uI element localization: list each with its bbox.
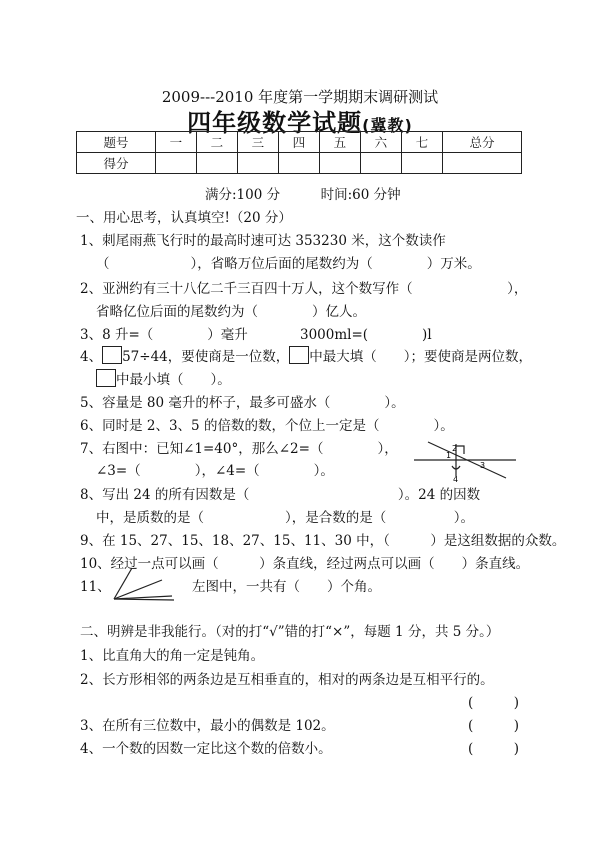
q6-line: 6、同时是 2、3、5 的倍数的数，个位上一定是（ ）。 — [80, 418, 454, 434]
score-cell: 一 — [155, 132, 196, 153]
q1-line2: （ ），省略万位后面的尾数约为（ ）万米。 — [96, 256, 481, 272]
q8-line1: 8、写出 24 的所有因数是（ ）。24 的因数 — [80, 487, 481, 503]
q10-line: 10、经过一点可以画（ ）条直线，经过两点可以画（ ）条直线。 — [80, 556, 530, 572]
fig7-label-4: 4 — [453, 475, 459, 484]
exam-info: 满分:100 分 时间:60 分钟 — [205, 187, 401, 203]
q2-line1: 2、亚洲约有三十八亿二千三百四十万人，这个数写作（ ）， — [80, 281, 528, 297]
q4-line1 — [80, 345, 532, 365]
exam-subtitle: 2009---2010 年度第一学期期末调研测试 — [161, 88, 439, 106]
tf-item-2: 2、长方形相邻的两条边是互相垂直的，相对的两条边是互相平行的。 — [80, 672, 494, 688]
score-blank — [442, 153, 521, 174]
fig7-label-1: 1 — [446, 451, 452, 460]
score-cell: 三 — [237, 132, 278, 153]
q7-angle-figure — [408, 436, 520, 484]
fig7-label-2: 2 — [452, 444, 458, 453]
score-cell: 七 — [401, 132, 442, 153]
score-table-header-row — [77, 132, 522, 153]
fig11-ray-2 — [114, 580, 162, 599]
exam-title-tag: (冀教) — [362, 116, 413, 135]
score-cell: 题号 — [77, 132, 156, 153]
fig7-label-3: 3 — [480, 461, 486, 470]
q8-line2: 中，是质数的是（ ），是合数的是（ ）。 — [96, 510, 474, 526]
q4-line2 — [96, 368, 231, 388]
score-cell: 总分 — [442, 132, 521, 153]
tf-answer-2[interactable]: ( ) — [468, 695, 520, 711]
q4-text-a: 57÷44，要使商是一位数， — [122, 349, 290, 365]
q4-blank-box[interactable] — [289, 346, 309, 364]
score-cell: 五 — [319, 132, 360, 153]
q4-text-b: 中最大填（ ）；要使商是两位数， — [309, 349, 533, 365]
q11-text: 左图中，一共有（ ）个角。 — [192, 579, 381, 595]
score-blank — [278, 153, 319, 174]
score-blank — [360, 153, 401, 174]
score-table — [76, 131, 522, 174]
fig11-ray-4 — [114, 599, 174, 600]
q4-blank-box[interactable] — [96, 369, 116, 387]
q7-line2: ∠3=（ ），∠4=（ ）。 — [96, 463, 334, 479]
q5-line: 5、容量是 80 毫升的杯子，最多可盛水（ ）。 — [80, 395, 405, 411]
q3-line-a: 3、8 升=（ ）毫升 — [80, 327, 248, 343]
exam-title-text: 四年级数学试题 — [187, 109, 363, 137]
tf-answer-3[interactable]: ( ) — [468, 718, 520, 734]
q2-line2: 省略亿位后面的尾数约为（ ）亿人。 — [96, 304, 366, 320]
score-cell: 六 — [360, 132, 401, 153]
score-blank — [319, 153, 360, 174]
fig11-ray-1 — [114, 568, 132, 599]
score-blank — [196, 153, 237, 174]
tf-item-3: 3、在所有三位数中，最小的偶数是 102。 — [80, 718, 335, 734]
score-table-score-row — [77, 153, 522, 174]
q7-line1: 7、右图中：已知∠1=40°，那么∠2=（ ）， — [80, 441, 398, 457]
q4-blank-box[interactable] — [102, 346, 122, 364]
section1-heading: 一、用心思考，认真填空!（20 分） — [76, 210, 292, 226]
q1-line1: 1、刺尾雨燕飞行时的最高时速可达 353230 米，这个数读作 — [80, 233, 446, 249]
q4-text-c: 中最小填（ ）。 — [116, 372, 231, 388]
tf-answer-4[interactable]: ( ) — [468, 741, 520, 757]
q4-prefix: 4、 — [80, 349, 103, 365]
score-blank — [155, 153, 196, 174]
score-blank — [401, 153, 442, 174]
score-blank — [237, 153, 278, 174]
q11-prefix: 11、 — [80, 579, 111, 595]
fig7-right-angle-mark — [456, 446, 464, 454]
section2-heading: 二、明辨是非我能行。（对的打“√”错的打“×”，每题 1 分，共 5 分。） — [80, 624, 500, 640]
score-cell: 得分 — [77, 153, 156, 174]
score-cell: 二 — [196, 132, 237, 153]
q9-line: 9、在 15、27、15、18、27、15、11、30 中，（ ）是这组数据的众数。 — [80, 533, 566, 549]
score-cell: 四 — [278, 132, 319, 153]
q11-angles-figure — [112, 566, 176, 602]
q3-line-b: 3000ml=( )l — [300, 327, 432, 343]
tf-item-1: 1、比直角大的角一定是钝角。 — [80, 648, 265, 664]
tf-item-4: 4、一个数的因数一定比这个数的倍数小。 — [80, 741, 332, 757]
